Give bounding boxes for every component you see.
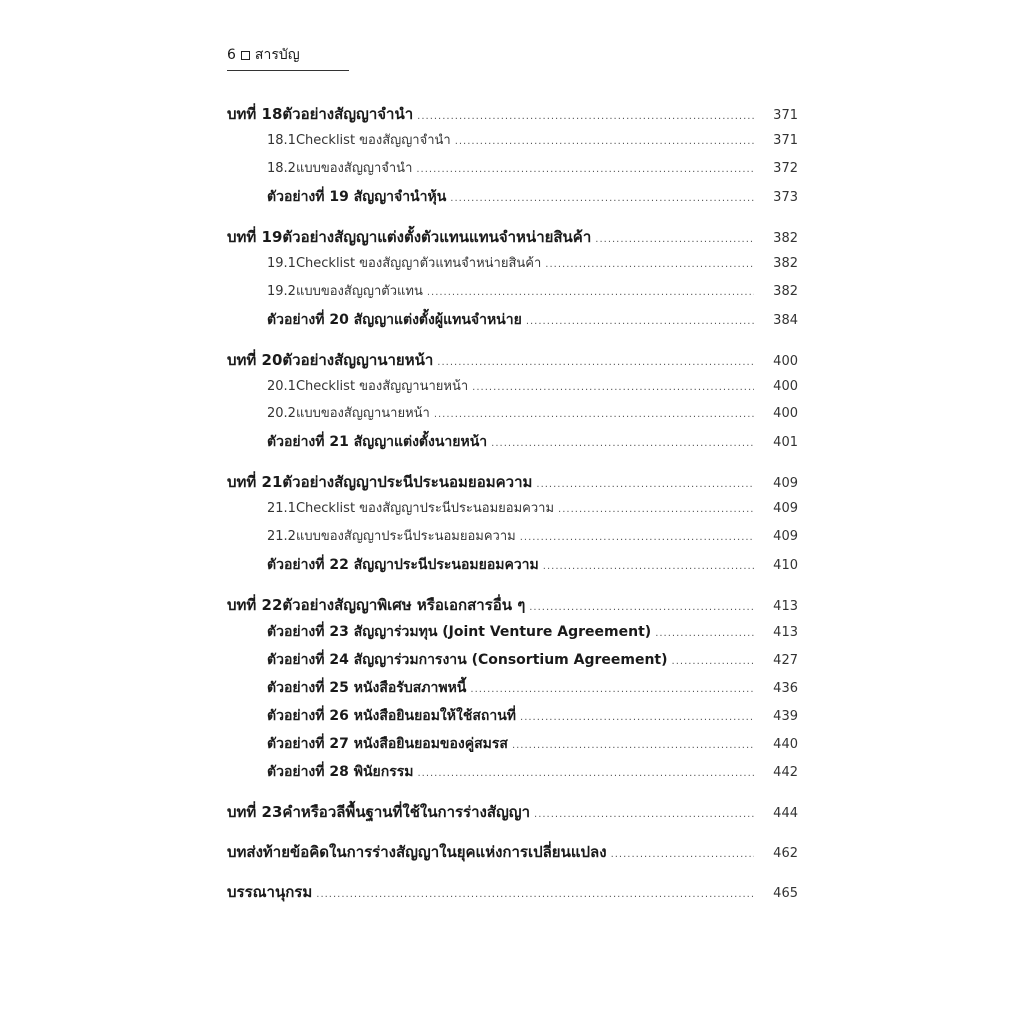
toc-page-number: 442	[773, 765, 798, 780]
dot-leader	[534, 805, 754, 825]
toc-page-number: 400	[773, 406, 798, 421]
toc-chapter-row	[227, 882, 798, 902]
toc-page-number: 427	[773, 653, 798, 668]
toc-entry-title: ตัวอย่างที่ 23 สัญญาร่วมทุน (Joint Venture Agreement)	[267, 624, 652, 640]
toc-example-row	[267, 734, 798, 754]
toc-entry-prefix: 21.1	[267, 501, 296, 516]
toc-chapter-row	[227, 802, 798, 822]
toc-entry-title: Checklist ของสัญญาตัวแทนจำหน่ายสินค้า	[295, 256, 542, 271]
toc-example-row	[267, 622, 798, 642]
toc-entry-prefix: บทที่ 23	[227, 803, 283, 821]
dot-leader	[536, 475, 754, 495]
toc-page-number: 382	[773, 284, 798, 299]
toc-section-row	[267, 377, 798, 397]
toc-entry-title: ตัวอย่างที่ 26 หนังสือยินยอมให้ใช้สถานที่	[267, 708, 517, 724]
dot-leader	[417, 107, 754, 127]
toc-entry-prefix: 19.1	[267, 256, 296, 271]
dot-leader	[437, 353, 754, 373]
toc-entry-title: ข้อคิดในการร่างสัญญาในยุคแห่งการเปลี่ยนแปลง	[290, 843, 607, 861]
toc-page-number: 410	[773, 558, 798, 573]
toc-entry-title: ตัวอย่างที่ 24 สัญญาร่วมการงาน (Consortium Agreement)	[267, 652, 668, 668]
dot-leader	[520, 528, 754, 548]
toc-entry-prefix: 20.2	[267, 406, 296, 421]
toc-example-row	[267, 706, 798, 726]
toc-entry-title: ตัวอย่างสัญญาพิเศษ หรือเอกสารอื่น ๆ	[282, 596, 526, 614]
toc-entry-title: ตัวอย่างที่ 20 สัญญาแต่งตั้งผู้แทนจำหน่าย	[267, 312, 522, 328]
toc-entry-prefix: บทที่ 21	[227, 473, 283, 491]
toc-section-row	[267, 404, 798, 424]
toc-entry-prefix: 18.1	[267, 133, 296, 148]
toc-entry-title: แบบของสัญญานายหน้า	[295, 406, 430, 421]
toc-example-row	[267, 432, 798, 452]
toc-entry-title: แบบของสัญญาจำนำ	[295, 161, 413, 176]
toc-entry-title: ตัวอย่างสัญญาจำนำ	[282, 105, 414, 123]
toc-page-number: 444	[773, 806, 798, 821]
toc-page-number: 440	[773, 737, 798, 752]
toc-chapter-row	[227, 104, 798, 124]
toc-entry-title: Checklist ของสัญญาประนีประนอมยอมความ	[295, 501, 555, 516]
toc-page-number: 371	[773, 108, 798, 123]
dot-leader	[543, 557, 754, 577]
dot-leader	[558, 500, 754, 520]
dot-leader	[672, 652, 754, 672]
toc-page-number: 465	[773, 886, 798, 901]
toc-page-number: 401	[773, 435, 798, 450]
dot-leader	[512, 736, 754, 756]
toc-example-row	[267, 310, 798, 330]
toc-entry-title: ตัวอย่างสัญญานายหน้า	[282, 351, 434, 369]
toc-chapter-row	[227, 842, 798, 862]
toc-page-number: 382	[773, 231, 798, 246]
toc-entry-prefix: 18.2	[267, 161, 296, 176]
toc-chapter-row	[227, 350, 798, 370]
toc-page-number: 372	[773, 161, 798, 176]
toc-page-number: 384	[773, 313, 798, 328]
toc-entry-prefix: บทที่ 18	[227, 105, 283, 123]
toc-entry-title: Checklist ของสัญญาจำนำ	[295, 133, 451, 148]
toc-example-row	[267, 187, 798, 207]
dot-leader	[595, 230, 754, 250]
dot-leader	[417, 764, 754, 784]
dot-leader	[434, 405, 754, 425]
toc-page-number: 413	[773, 625, 798, 640]
toc-entry-title: ตัวอย่างที่ 25 หนังสือรับสภาพหนี้	[267, 680, 467, 696]
toc-page-number: 409	[773, 501, 798, 516]
toc-entry-title: แบบของสัญญาประนีประนอมยอมความ	[295, 529, 516, 544]
dot-leader	[470, 680, 754, 700]
toc-page-number: 436	[773, 681, 798, 696]
toc-section-row	[267, 527, 798, 547]
toc-page-number: 382	[773, 256, 798, 271]
dot-leader	[520, 708, 754, 728]
dot-leader	[491, 434, 754, 454]
toc-entry-title: Checklist ของสัญญานายหน้า	[295, 379, 469, 394]
toc-chapter-row	[227, 595, 798, 615]
dot-leader	[655, 624, 754, 644]
dot-leader	[526, 312, 754, 332]
toc-example-row	[267, 650, 798, 670]
toc-entry-title: ตัวอย่างที่ 28 พินัยกรรม	[267, 764, 414, 780]
dot-leader	[529, 598, 754, 618]
toc-entry-prefix: บทส่งท้าย	[227, 843, 290, 861]
page-number: 6	[227, 47, 236, 63]
toc-entry-title: ตัวอย่างสัญญาประนีประนอมยอมความ	[282, 473, 533, 491]
toc-entry-title: ตัวอย่างที่ 21 สัญญาแต่งตั้งนายหน้า	[267, 434, 488, 450]
toc-example-row	[267, 555, 798, 575]
toc-page-number: 413	[773, 599, 798, 614]
toc-section-row	[267, 254, 798, 274]
toc-chapter-row	[227, 227, 798, 247]
toc-entry-title: คำหรือวลีพื้นฐานที่ใช้ในการร่างสัญญา	[282, 803, 531, 821]
toc-entry-prefix: 20.1	[267, 379, 296, 394]
dot-leader	[545, 255, 754, 275]
toc-section-row	[267, 499, 798, 519]
toc-entry-title: ตัวอย่างที่ 27 หนังสือยินยอมของคู่สมรส	[267, 736, 508, 752]
toc-entry-title: ตัวอย่างที่ 19 สัญญาจำนำหุ้น	[267, 189, 447, 205]
section-title: สารบัญ	[254, 47, 300, 63]
toc-entry-title: ตัวอย่างที่ 22 สัญญาประนีประนอมยอมความ	[267, 557, 539, 573]
toc-entry-title: ตัวอย่างสัญญาแต่งตั้งตัวแทนแทนจำหน่ายสินค้า	[282, 228, 592, 246]
toc-page-number: 409	[773, 529, 798, 544]
toc-section-row	[267, 282, 798, 302]
toc-entry-prefix: 21.2	[267, 529, 296, 544]
toc-section-row	[267, 131, 798, 151]
dot-leader	[427, 283, 754, 303]
toc-page-number: 373	[773, 190, 798, 205]
dot-leader	[472, 378, 754, 398]
toc-page-number: 462	[773, 846, 798, 861]
toc-entry-prefix: บทที่ 19	[227, 228, 283, 246]
toc-page-number: 371	[773, 133, 798, 148]
toc-page-number: 400	[773, 379, 798, 394]
toc-page-number: 400	[773, 354, 798, 369]
toc-section-row	[267, 159, 798, 179]
toc-page-number: 409	[773, 476, 798, 491]
dot-leader	[316, 885, 754, 905]
toc-example-row	[267, 762, 798, 782]
dot-leader	[416, 160, 754, 180]
dot-leader	[455, 132, 754, 152]
dot-leader	[450, 189, 754, 209]
toc-entry-prefix: บทที่ 22	[227, 596, 283, 614]
toc-entry-title: แบบของสัญญาตัวแทน	[295, 284, 423, 299]
toc-chapter-row	[227, 472, 798, 492]
dot-leader	[611, 845, 754, 865]
toc-entry-prefix: 19.2	[267, 284, 296, 299]
toc-page-number: 439	[773, 709, 798, 724]
toc-example-row	[267, 678, 798, 698]
toc-entry-prefix: บทที่ 20	[227, 351, 283, 369]
toc-entry-title: บรรณานุกรม	[227, 883, 313, 901]
